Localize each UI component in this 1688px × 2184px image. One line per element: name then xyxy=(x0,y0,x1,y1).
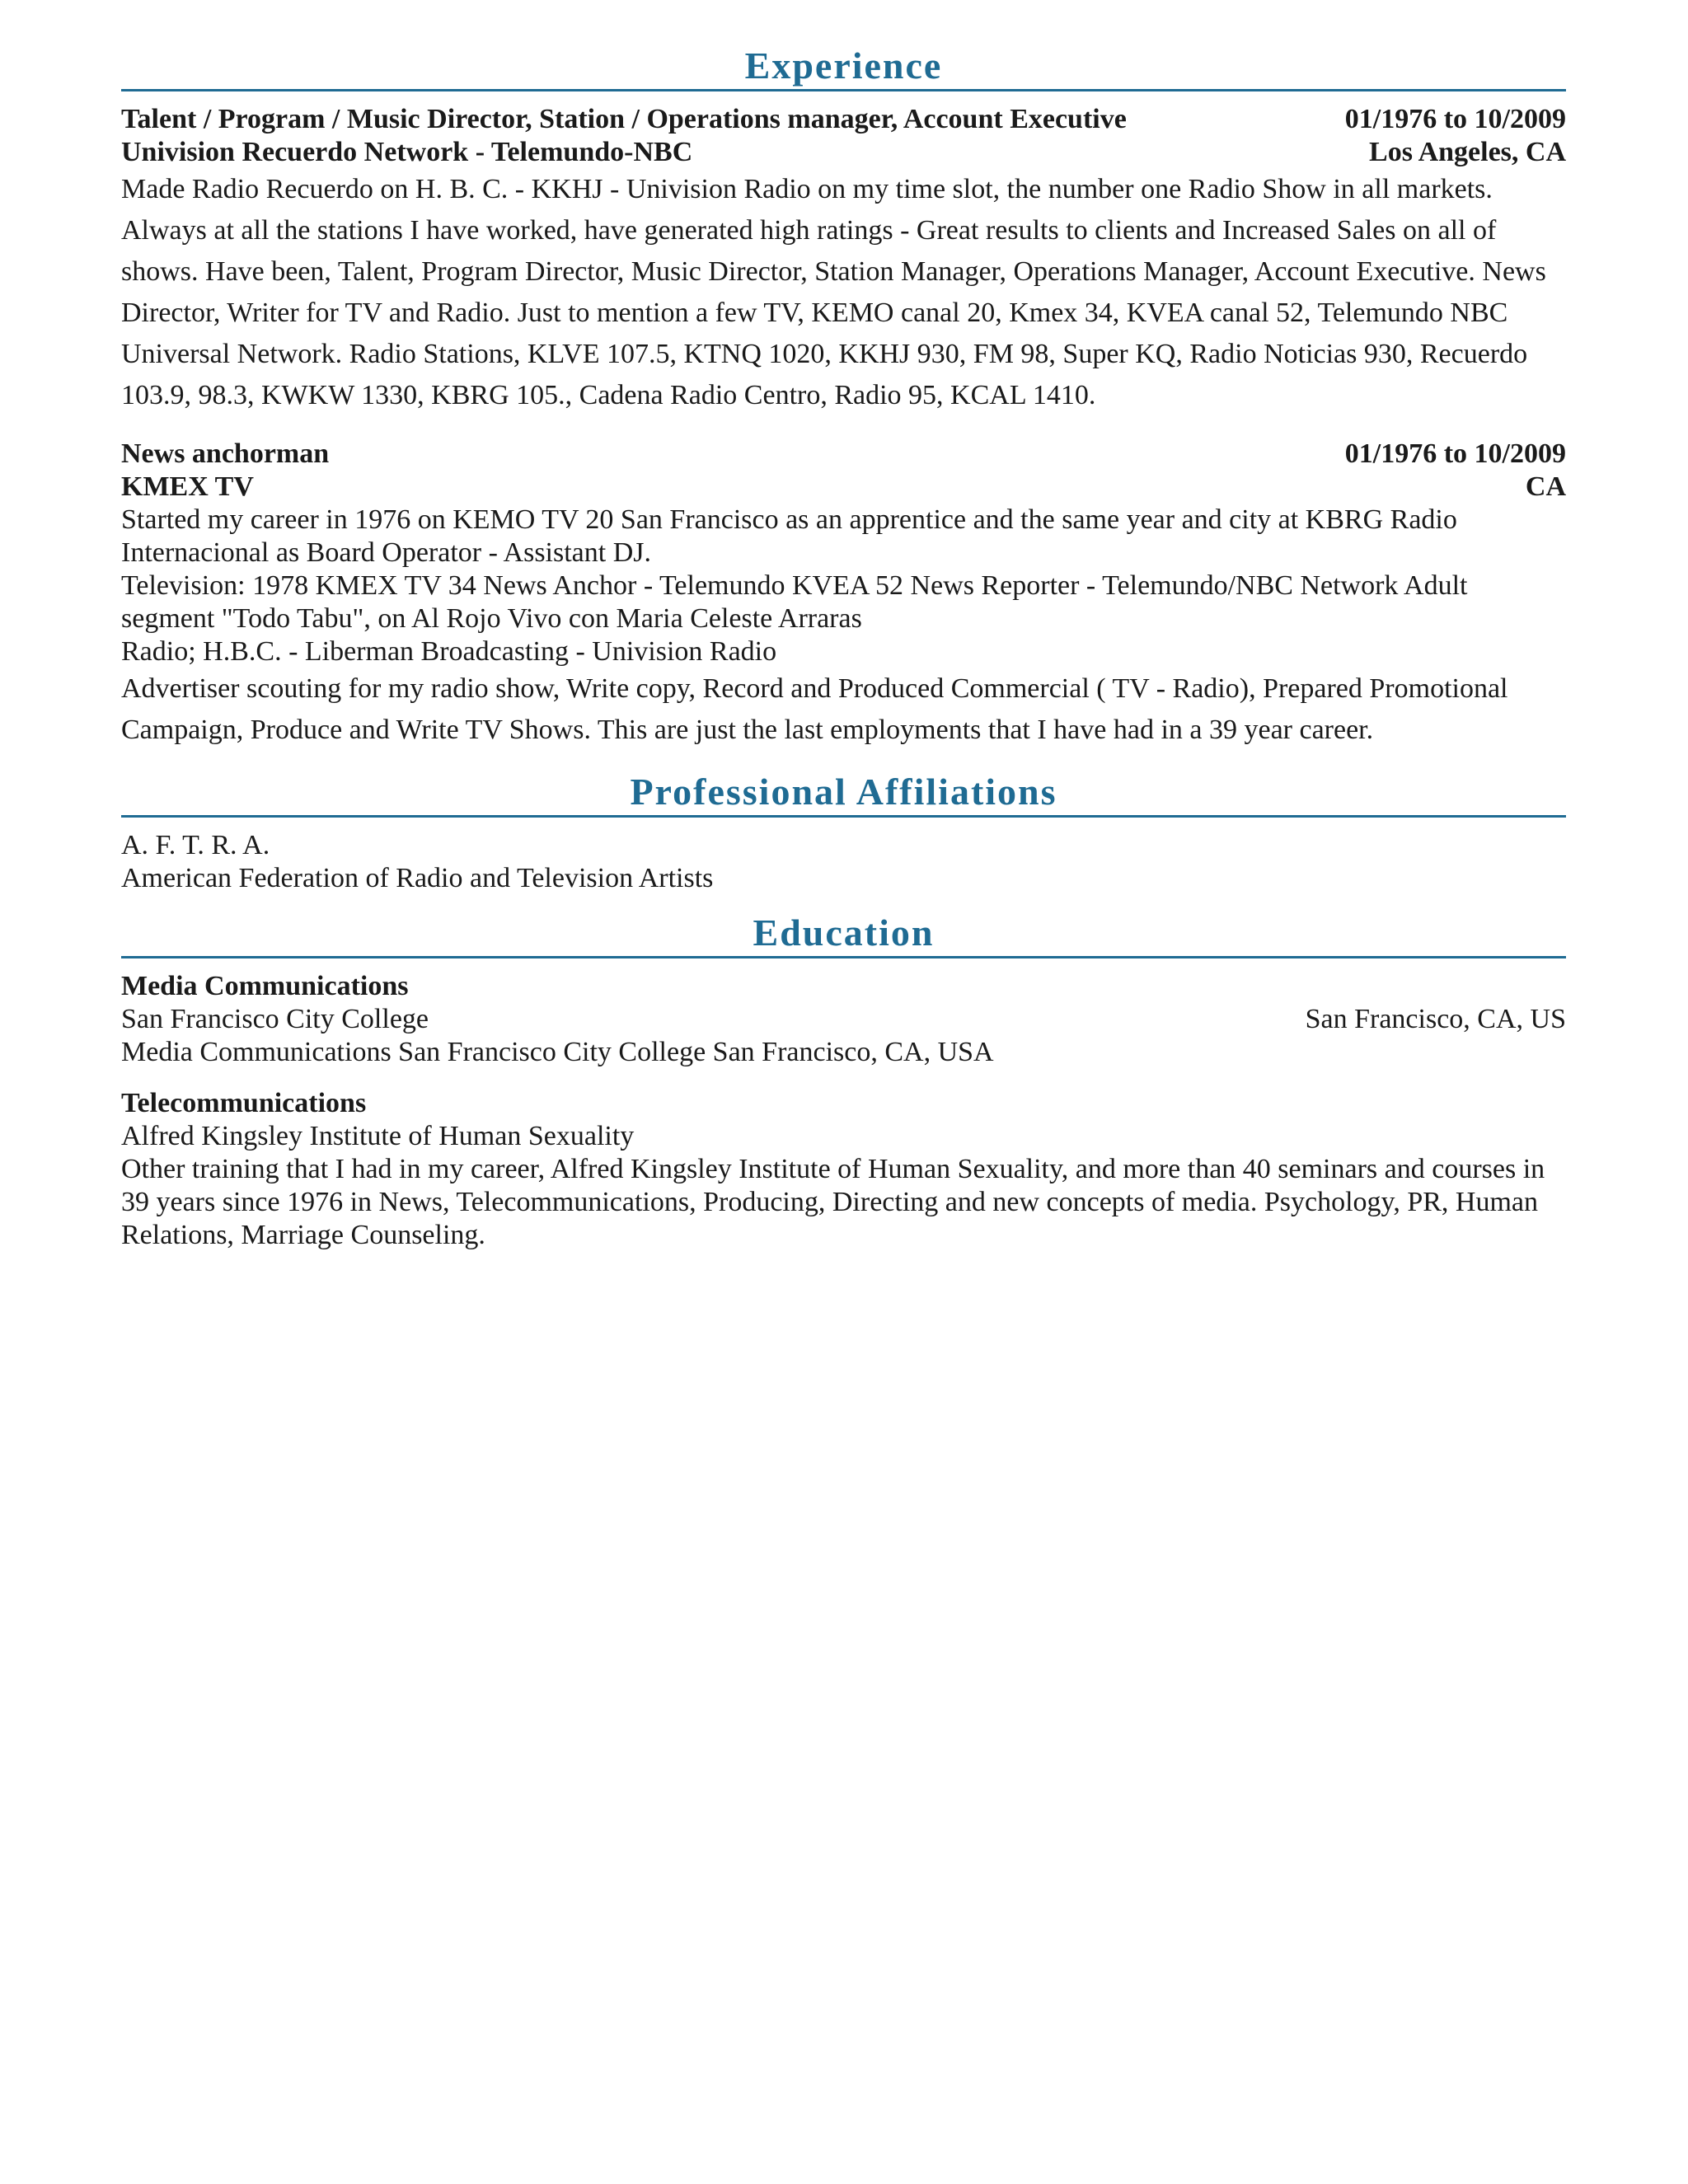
education-details: Media Communications San Francisco City College San Francisco, CA, USA xyxy=(121,1037,994,1067)
education-entry xyxy=(121,1087,1566,1252)
education-school-row xyxy=(121,1003,1566,1036)
job-title: News anchorman xyxy=(121,438,330,469)
section-divider xyxy=(121,89,1566,91)
education-degree: Telecommunications xyxy=(121,1088,367,1118)
job-company-row xyxy=(121,471,1566,504)
education-section xyxy=(121,910,1566,1252)
job-company-row xyxy=(121,136,1566,169)
affiliations-heading: Professional Affiliations xyxy=(630,771,1057,813)
job-title: Talent / Program / Music Director, Station / Operations manager, Account Executive xyxy=(121,104,1127,134)
resume-page xyxy=(121,43,1566,1270)
experience-section xyxy=(121,43,1566,751)
job-header xyxy=(121,438,1566,471)
job-entry xyxy=(121,103,1566,416)
job-company: KMEX TV xyxy=(121,471,254,502)
job-detail-line: Radio; H.B.C. - Liberman Broadcasting - Univision Radio xyxy=(121,636,777,667)
job-dates: 01/1976 to 10/2009 xyxy=(1344,104,1566,134)
education-degree-row xyxy=(121,1087,1566,1120)
job-detail-line: Television: 1978 KMEX TV 34 News Anchor - Telemundo KVEA 52 News Reporter - Telemundo/NBC Network Adult segment "Todo Tabu", on Al Rojo Vivo con Maria Celeste Arraras xyxy=(121,570,1468,634)
job-dates: 01/1976 to 10/2009 xyxy=(1344,438,1566,469)
job-description: Advertiser scouting for my radio show, Write copy, Record and Produced Commercial ( TV - Radio), Prepared Promotional Campaign, Produce and Write TV Shows. This are just the last employments that I have had in a 39 year career. xyxy=(121,673,1508,745)
section-divider xyxy=(121,815,1566,818)
affiliation-line: American Federation of Radio and Television Artists xyxy=(121,863,714,893)
education-school: San Francisco City College xyxy=(121,1004,429,1034)
education-location: San Francisco, CA, US xyxy=(1305,1004,1566,1034)
education-degree-row xyxy=(121,970,1566,1003)
job-header xyxy=(121,103,1566,136)
education-degree: Media Communications xyxy=(121,971,409,1001)
education-details: Other training that I had in my career, Alfred Kingsley Institute of Human Sexuality, and more than 40 seminars and courses in 39 years since 1976 in News, Telecommunications, Producing, Directing and new concepts of media. Psychology, PR, Human Relations, Marriage Counseling. xyxy=(121,1154,1545,1250)
education-entry xyxy=(121,970,1566,1069)
job-detail-line: Started my career in 1976 on KEMO TV 20 San Francisco as an apprentice and the same year and city at KBRG Radio Internacional as Board Operator - Assistant DJ. xyxy=(121,504,1457,568)
education-heading: Education xyxy=(753,912,935,954)
experience-heading: Experience xyxy=(744,45,943,87)
affiliations-section xyxy=(121,769,1566,895)
education-school: Alfred Kingsley Institute of Human Sexuality xyxy=(121,1121,635,1151)
job-description: Made Radio Recuerdo on H. B. C. - KKHJ - Univision Radio on my time slot, the number one Radio Show in all markets. Always at all the stations I have worked, have generated high ratings - Great results to clients and Increased Sales on all of shows. Have been, Talent, Program Director, Music Director, Station Manager, Operations Manager, Account Executive. News Director, Writer for TV and Radio. Just to mention a few TV, KEMO canal 20, Kmex 34, KVEA canal 52, Telemundo NBC Universal Network. Radio Stations, KLVE 107.5, KTNQ 1020, KKHJ 930, FM 98, Super KQ, Radio Noticias 930, Recuerdo 103.9, 98.3, KWKW 1330, KBRG 105., Cadena Radio Centro, Radio 95, KCAL 1410. xyxy=(121,174,1546,410)
education-school-row xyxy=(121,1120,1566,1153)
job-entry xyxy=(121,438,1566,751)
affiliation-line: A. F. T. R. A. xyxy=(121,830,270,860)
job-location: Los Angeles, CA xyxy=(1369,137,1566,167)
job-company: Univision Recuerdo Network - Telemundo-NBC xyxy=(121,137,693,167)
section-divider xyxy=(121,956,1566,958)
job-location: CA xyxy=(1525,471,1566,502)
